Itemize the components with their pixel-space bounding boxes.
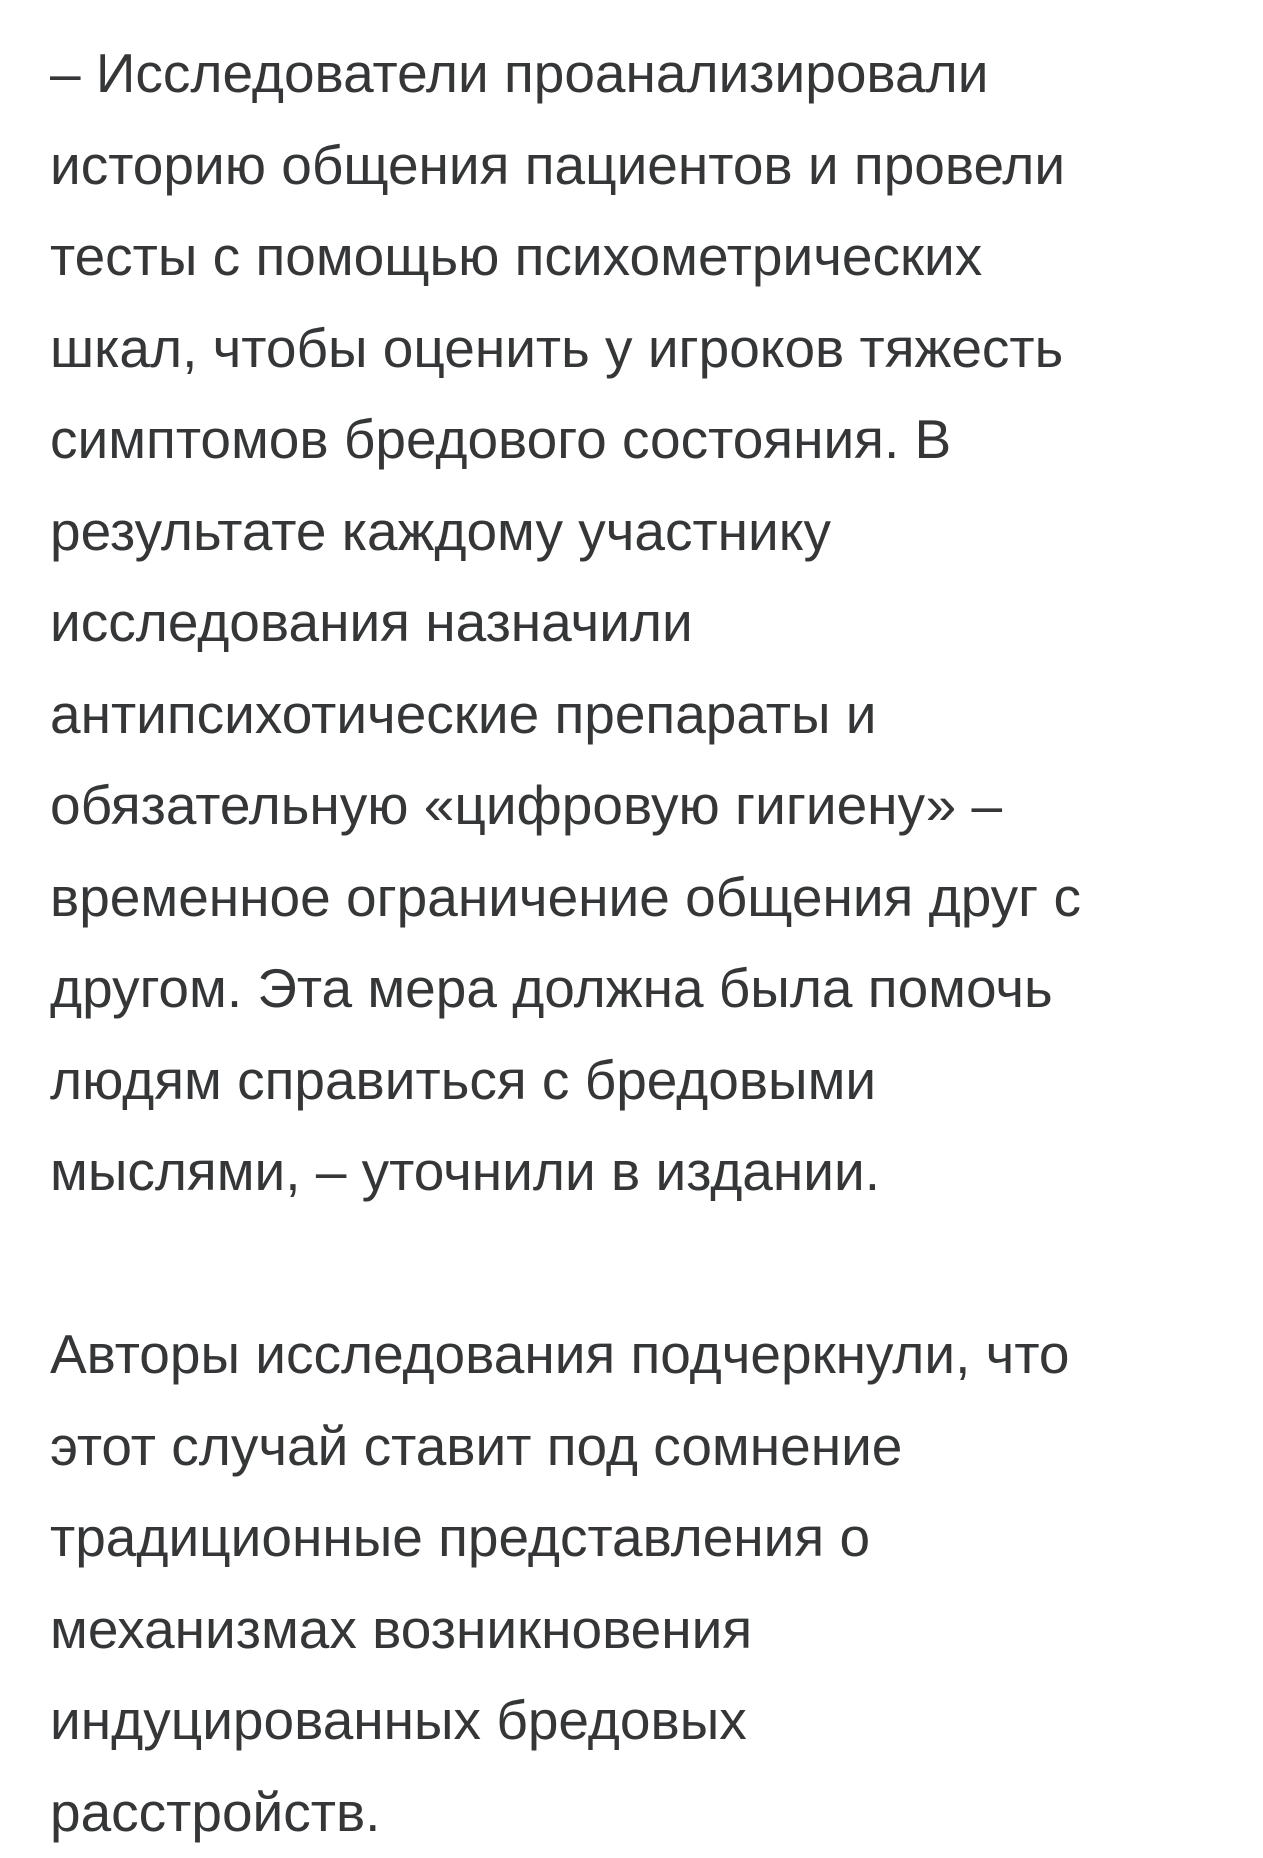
text-line: расстройств. [50, 1767, 1223, 1858]
text-line: тесты с помощью психометрических [50, 211, 1223, 303]
text-line: временное ограничение общения друг с [50, 852, 1223, 944]
text-line: этот случай ставит под сомнение [50, 1401, 1223, 1493]
text-line: индуцированных бредовых [50, 1675, 1223, 1767]
text-line: симптомов бредового состояния. В [50, 394, 1223, 486]
text-line: другом. Эта мера должна была помочь [50, 943, 1223, 1035]
text-line: – Исследователи проанализировали [50, 28, 1223, 120]
text-line: механизмах возникновения [50, 1584, 1223, 1676]
paragraph [50, 28, 1223, 1218]
text-line: шкал, чтобы оценить у игроков тяжесть [50, 303, 1223, 395]
text-line: традиционные представления о [50, 1492, 1223, 1584]
text-line: Авторы исследования подчеркнули, что [50, 1309, 1223, 1401]
text-line: историю общения пациентов и провели [50, 120, 1223, 212]
text-line: людям справиться с бредовыми [50, 1035, 1223, 1127]
paragraph [50, 1309, 1223, 1858]
text-line: результате каждому участнику [50, 486, 1223, 578]
text-line: исследования назначили [50, 577, 1223, 669]
text-line: обязательную «цифровую гигиену» – [50, 760, 1223, 852]
text-line: мыслями, – уточнили в издании. [50, 1126, 1223, 1218]
text-line: антипсихотические препараты и [50, 669, 1223, 761]
